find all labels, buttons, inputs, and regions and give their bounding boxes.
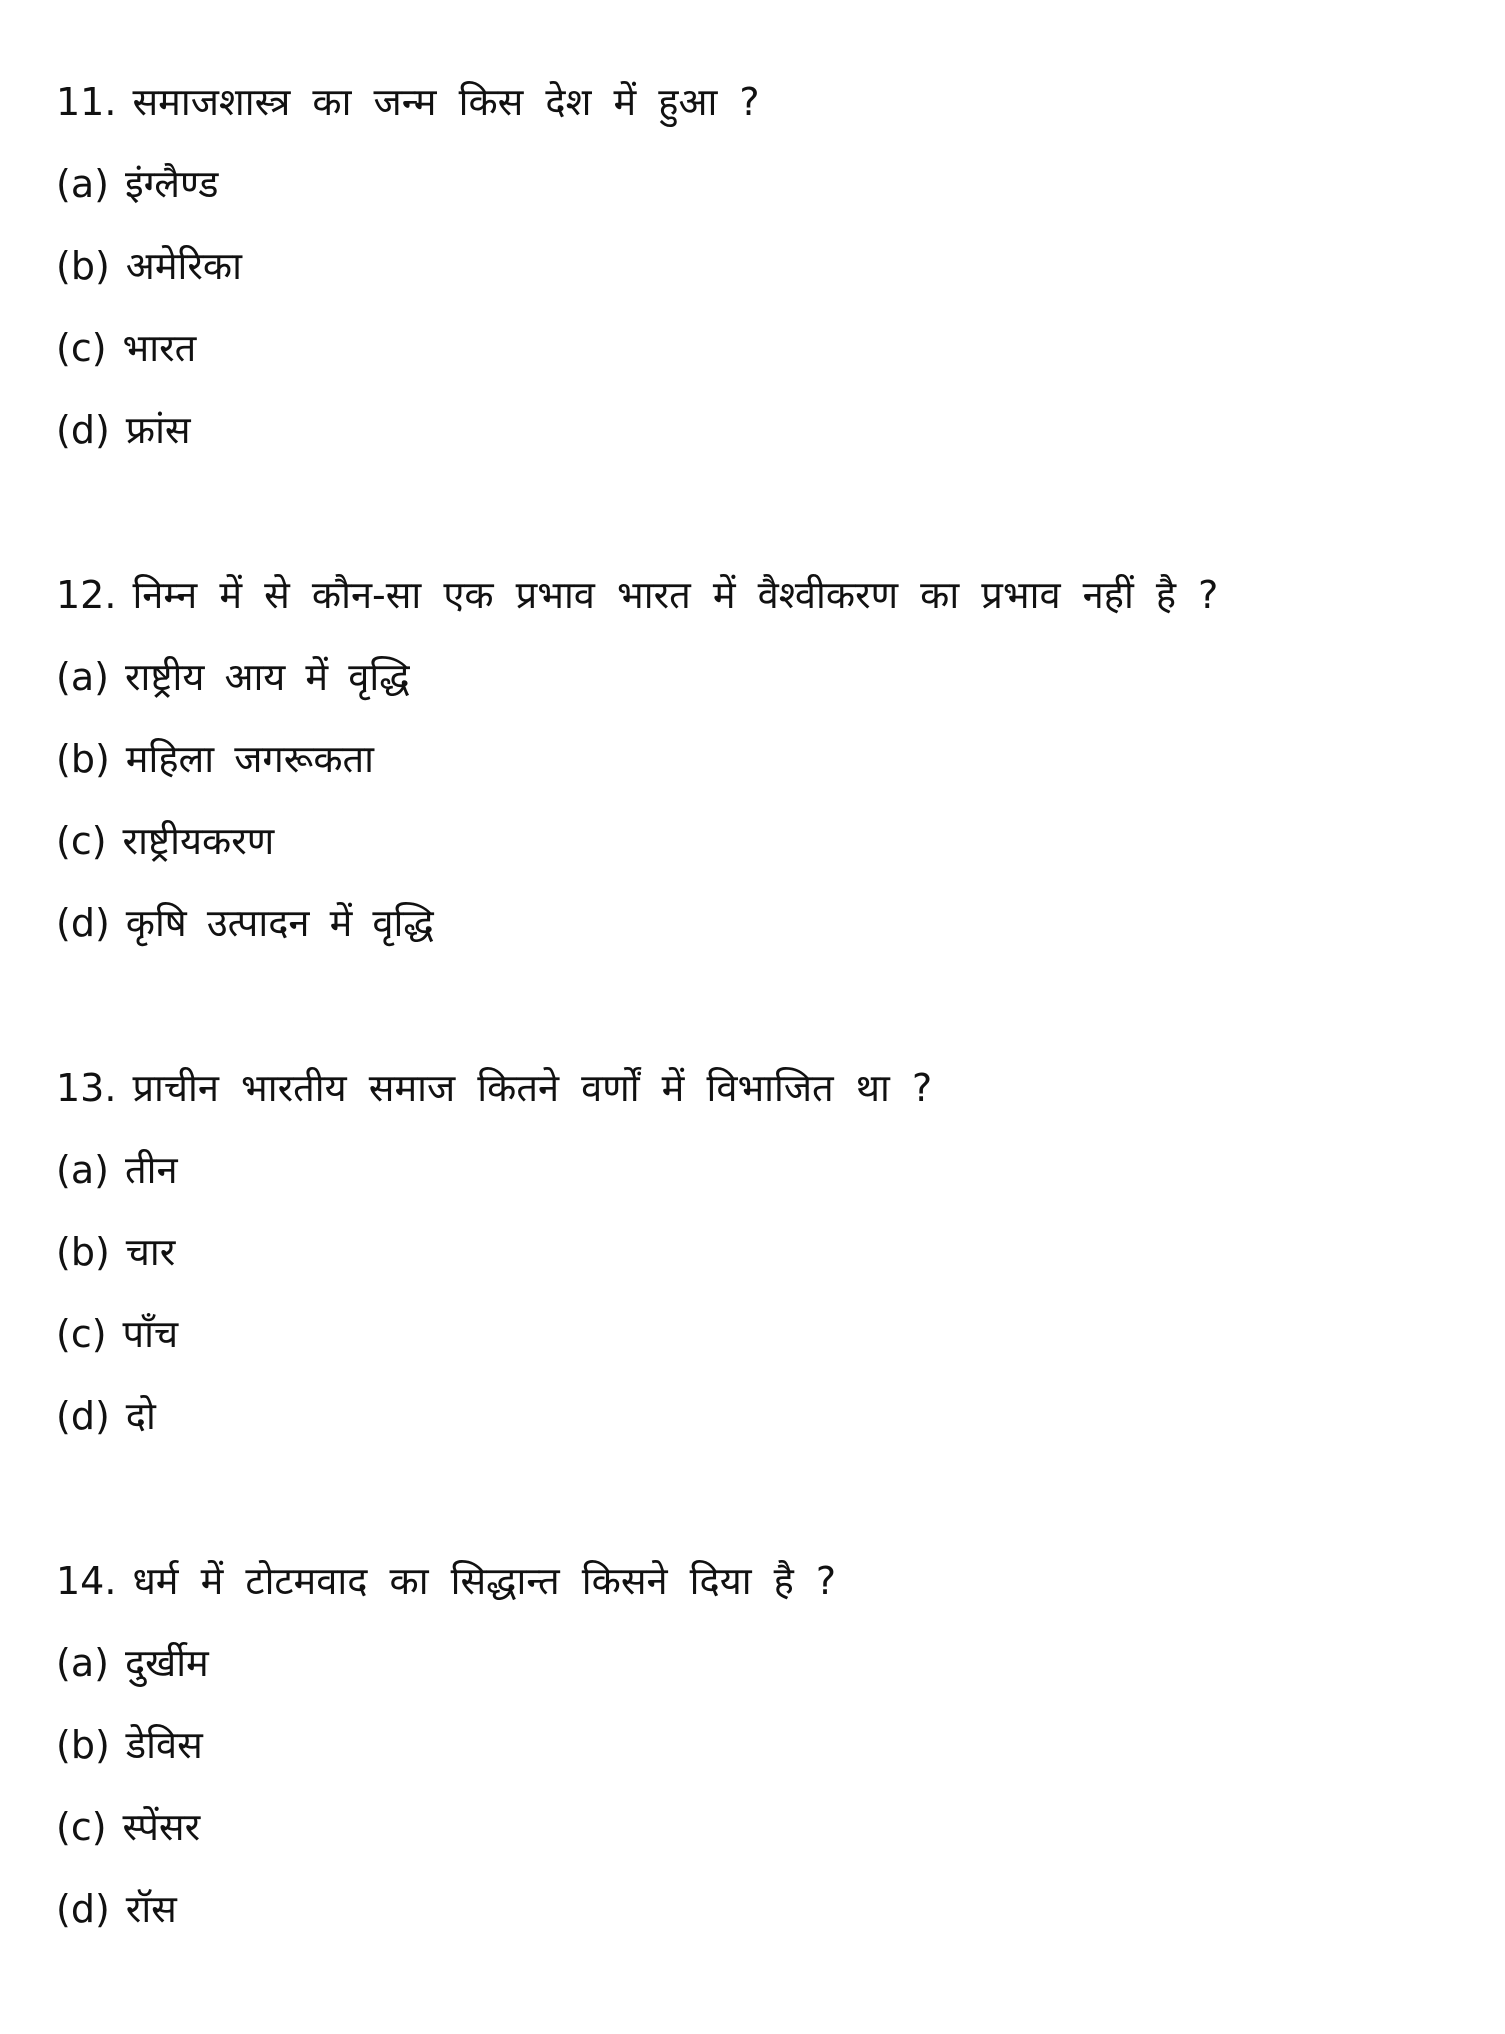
option-label: (b): [56, 1723, 110, 1767]
option-label: (b): [56, 244, 110, 288]
option-d: [56, 893, 1456, 975]
option-label: (d): [56, 901, 110, 945]
option-text: स्पेंसर: [122, 1805, 201, 1849]
option-d: [56, 400, 1456, 482]
option-label: (c): [56, 326, 107, 370]
option-b: [56, 1715, 1456, 1797]
option-text: दो: [125, 1394, 156, 1438]
option-label: (d): [56, 1394, 110, 1438]
option-text: महिला जगरूकता: [125, 737, 375, 781]
question-text: धर्म में टोटमवाद का सिद्धान्त किसने दिया है ?: [132, 1559, 837, 1603]
option-text: डेविस: [125, 1723, 203, 1767]
option-label: (c): [56, 1312, 107, 1356]
option-label: (d): [56, 1887, 110, 1931]
option-label: (a): [56, 655, 109, 699]
question-text: समाजशास्त्र का जन्म किस देश में हुआ ?: [132, 80, 760, 124]
question-line: [56, 72, 1456, 154]
option-a: [56, 1633, 1456, 1715]
option-text: पाँच: [122, 1312, 179, 1356]
question-line: [56, 1551, 1456, 1633]
option-text: कृषि उत्पादन में वृद्धि: [125, 901, 434, 945]
question-number: 12.: [56, 573, 117, 617]
question-number: 14.: [56, 1559, 117, 1603]
question-number: 13.: [56, 1066, 117, 1110]
question-number: 11.: [56, 80, 117, 124]
option-text: इंग्लैण्ड: [124, 162, 219, 206]
question-12: [56, 565, 1456, 975]
option-text: रॉस: [125, 1887, 177, 1931]
option-c: [56, 318, 1456, 400]
option-label: (a): [56, 162, 109, 206]
option-a: [56, 647, 1456, 729]
option-c: [56, 1797, 1456, 1879]
question-14: [56, 1551, 1456, 1961]
question-line: [56, 565, 1456, 647]
option-label: (a): [56, 1148, 109, 1192]
option-a: [56, 154, 1456, 236]
option-label: (c): [56, 819, 107, 863]
option-b: [56, 729, 1456, 811]
option-label: (a): [56, 1641, 109, 1685]
option-text: भारत: [122, 326, 197, 370]
option-c: [56, 1304, 1456, 1386]
question-text: निम्न में से कौन-सा एक प्रभाव भारत में वैश्वीकरण का प्रभाव नहीं है ?: [132, 573, 1219, 617]
question-13: [56, 1058, 1456, 1468]
option-label: (d): [56, 408, 110, 452]
option-label: (b): [56, 737, 110, 781]
option-label: (b): [56, 1230, 110, 1274]
option-text: अमेरिका: [125, 244, 242, 288]
question-line: [56, 1058, 1456, 1140]
option-text: चार: [125, 1230, 176, 1274]
option-text: राष्ट्रीयकरण: [122, 819, 275, 863]
option-b: [56, 1222, 1456, 1304]
question-text: प्राचीन भारतीय समाज कितने वर्णों में विभाजित था ?: [132, 1066, 933, 1110]
option-label: (c): [56, 1805, 107, 1849]
option-d: [56, 1879, 1456, 1961]
option-text: दुर्खीम: [124, 1641, 209, 1685]
option-c: [56, 811, 1456, 893]
option-b: [56, 236, 1456, 318]
option-a: [56, 1140, 1456, 1222]
option-text: राष्ट्रीय आय में वृद्धि: [124, 655, 410, 699]
option-d: [56, 1386, 1456, 1468]
option-text: तीन: [124, 1148, 178, 1192]
question-11: [56, 72, 1456, 482]
option-text: फ्रांस: [125, 408, 191, 452]
